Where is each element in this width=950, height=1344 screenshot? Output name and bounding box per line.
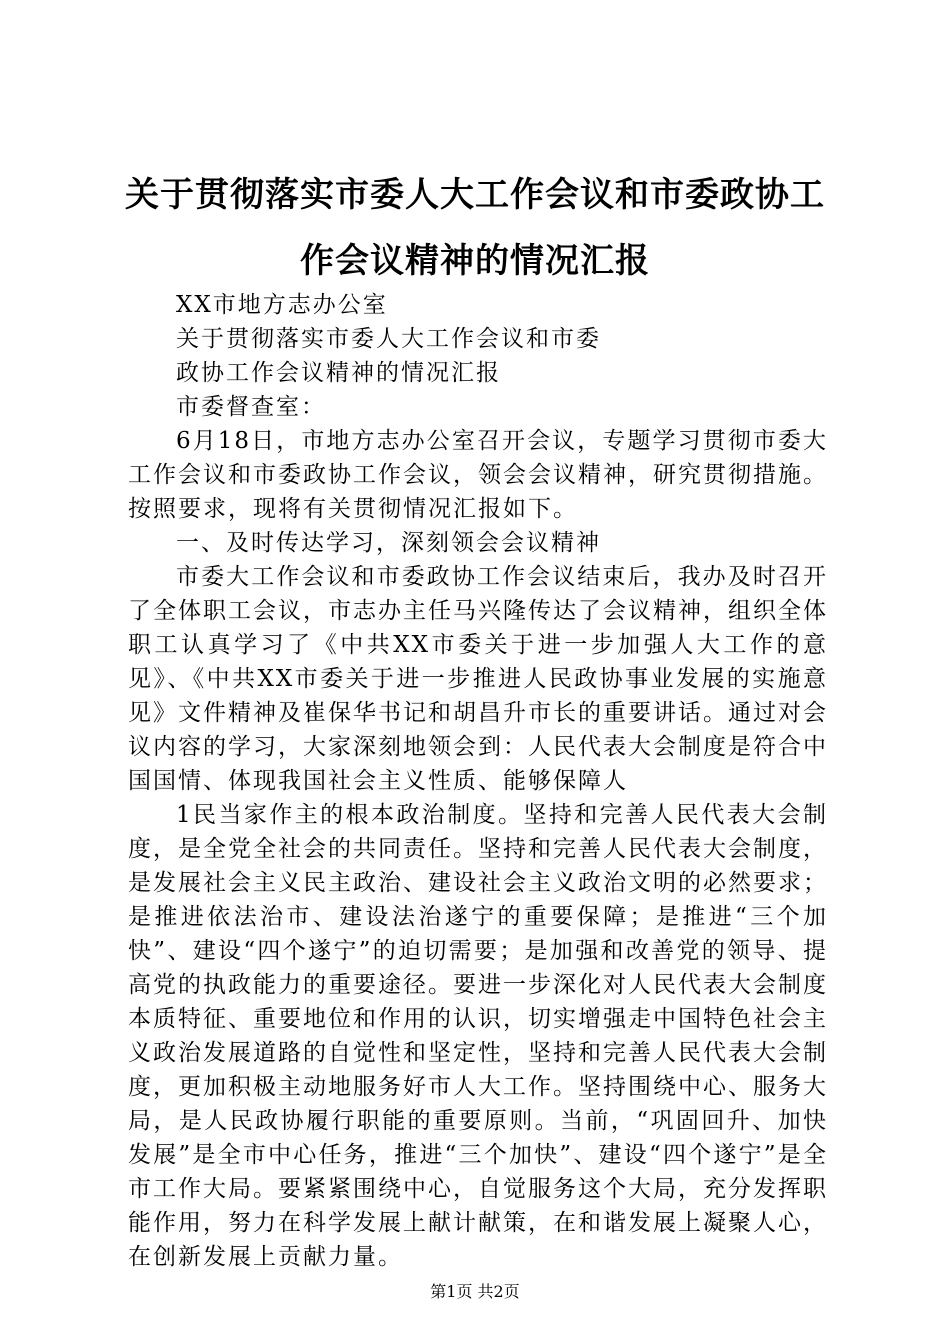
- page-indicator: 第1页 共2页: [430, 1282, 520, 1301]
- section-heading: 一、及时传达学习，深刻领会会议精神: [176, 530, 601, 556]
- subtitle-line-2: 政协工作会议精神的情况汇报: [176, 360, 501, 386]
- body-paragraph: 1民当家作主的根本政治制度。坚持和完善人民代表大会制度，是全党全社会的共同责任。坚持和完善人民代表大会制度，是发展社会主义民主政治、建设社会主义政治文明的必然要求；是推进依法治市、建设法治遂宁的重要保障；是推进“三个加快”、建设“四个遂宁”的迫切需要；是加强和改善党的领导、提高党的执政能力的重要途径。要进一步深化对人民代表大会制度本质特征、重要地位和作用的认识，切实增强走中国特色社会主义政治发展道路的自觉性和坚定性，坚持和完善人民代表大会制度，更加积极主动地服务好市人大工作。坚持围绕中心、服务大局，是人民政协履行职能的重要原则。当前，“巩固回升、加快发展”是全市中心任务，推进“三个加快”、建设“四个遂宁”是全市工作大局。要紧紧围绕中心，自觉服务这个大局，充分发挥职能作用，努力在科学发展上献计献策，在和谐发展上凝聚人心，在创新发展上贡献力量。: [128, 802, 828, 1270]
- document-title: 关于贯彻落实市委人大工作会议和市委政协工作会议精神的情况汇报: [125, 175, 825, 281]
- body-paragraph: 市委大工作会议和市委政协工作会议结束后，我办及时召开了全体职工会议，市志办主任马兴隆传达了会议精神，组织全体职工认真学习了《中共XX市委关于进一步加强人大工作的意见》、《中共XX市委关于进一步推进人民政协事业发展的实施意见》文件精神及崔保华书记和胡昌升市长的重要讲话。通过对会议内容的学习，大家深刻地领会到：人民代表大会制度是符合中国国情、体现我国社会主义性质、能够保障人: [128, 564, 828, 794]
- document-body: [128, 288, 828, 1274]
- sender-line: XX市地方志办公室: [176, 292, 388, 318]
- subtitle-line-1: 关于贯彻落实市委人大工作会议和市委: [176, 326, 601, 352]
- recipient-line: 市委督查室：: [176, 394, 326, 420]
- intro-paragraph: 6月18日，市地方志办公室召开会议，专题学习贯彻市委大工作会议和市委政协工作会议，领会会议精神，研究贯彻措施。按照要求，现将有关贯彻情况汇报如下。: [128, 428, 828, 522]
